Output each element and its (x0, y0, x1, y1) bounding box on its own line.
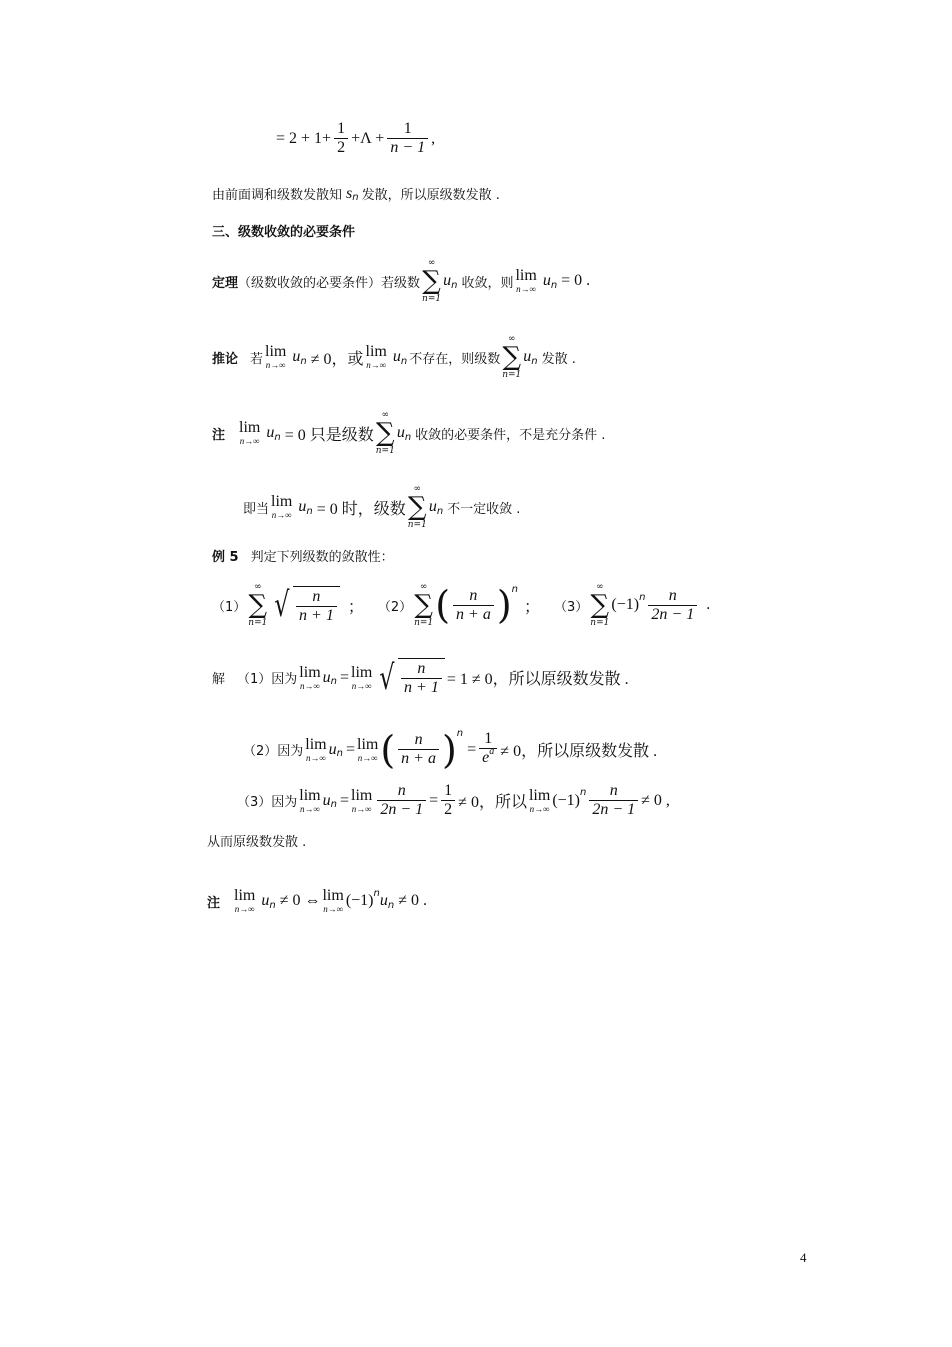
exponent-n: n (639, 591, 646, 603)
denominator: n + a (398, 749, 439, 768)
sum-lower: n=1 (502, 370, 522, 380)
math-sub-n: n (400, 355, 408, 367)
math-sub-n: n (274, 431, 281, 443)
solution-label: 解 (212, 672, 226, 687)
eq-end: , (431, 129, 436, 147)
fraction-1-2 (334, 120, 348, 157)
numerator: 1 (484, 730, 493, 747)
sum-symbol (408, 484, 427, 530)
lim-sub: n→∞ (323, 904, 344, 914)
fraction-n-over-n-plus-a (453, 587, 494, 624)
math-u: u (298, 498, 307, 515)
limit-symbol (305, 737, 326, 763)
corollary-line (212, 334, 576, 380)
denominator: n + a (453, 605, 494, 624)
theorem-label: 定理 (212, 275, 239, 291)
item-label-1: （1） (212, 599, 247, 615)
minus-one: (−1) (552, 791, 580, 809)
lim-text: lim (299, 786, 321, 804)
limit-symbol (357, 737, 378, 763)
limit-symbol (271, 494, 292, 520)
sum-upper: ∞ (413, 484, 422, 494)
sum-symbol (414, 582, 433, 628)
fraction-n-over-n-plus-a (398, 731, 439, 768)
text-segment: （1）因为 (237, 672, 298, 687)
text-segment: 不存在，则级数 (409, 351, 501, 367)
sum-symbol (422, 258, 441, 304)
limit-symbol (234, 888, 255, 914)
text-segment: 不一定收敛 . (447, 501, 521, 517)
lim-text: lim (305, 735, 327, 753)
math-u: u (542, 272, 551, 289)
math-sub-n: n (306, 505, 313, 517)
left-paren: ( (380, 727, 396, 772)
limit-symbol (351, 665, 372, 691)
equation-partial-sum (276, 120, 435, 157)
limit-symbol (366, 344, 387, 370)
sum-lower: n=1 (248, 618, 268, 628)
math-sub-n: n (436, 505, 444, 517)
limit-symbol (265, 344, 286, 370)
minus-one: (−1) (345, 892, 374, 909)
lim-text: lim (357, 735, 379, 753)
period: . (706, 596, 711, 613)
lim-sub: n→∞ (516, 284, 537, 294)
math-u: u (322, 791, 331, 809)
sum-upper: ∞ (254, 582, 262, 592)
exponent-n: n (580, 787, 587, 798)
left-paren: ( (435, 583, 451, 627)
math-u: u (322, 668, 331, 686)
math-u: u (292, 348, 301, 365)
sum-lower: n=1 (407, 520, 427, 530)
separator: ； (347, 598, 364, 616)
sum-upper: ∞ (381, 410, 390, 420)
text-segment: 收敛，则 (461, 275, 514, 291)
math-u: u (523, 348, 532, 365)
denominator: 2 (334, 138, 348, 157)
lim-text: lim (351, 663, 373, 681)
math-eq-text: = 1 ≠ 0，所以原级数发散 . (446, 671, 629, 688)
numerator: 1 (444, 782, 453, 799)
lim-text: lim (515, 267, 537, 284)
solution-conclusion: 从而原级数发散 . (207, 835, 307, 850)
math-eq-text: ≠ 0 , (641, 791, 670, 809)
math-sub-n: n (451, 279, 458, 291)
lim-sub: n→∞ (234, 904, 255, 914)
equals: = (345, 740, 355, 758)
math-sub-n: n (300, 355, 307, 367)
radical-sign: √ (274, 585, 290, 625)
right-paren: ) (496, 583, 512, 627)
denominator: 2 (441, 800, 455, 819)
sum-symbol (248, 582, 267, 628)
example-text: 判定下列级数的敛散性： (250, 550, 394, 565)
text-segment: 发散 . (541, 351, 576, 367)
lim-sub: n→∞ (239, 436, 260, 446)
lim-sub: n→∞ (299, 803, 320, 814)
math-eq-text: = 0 只是级数 (284, 426, 374, 444)
text-segment: 发散，所以原级数发散 . (361, 188, 500, 203)
math-sub-n: n (352, 192, 359, 203)
denominator: n + 1 (401, 678, 442, 697)
equals: = (467, 740, 477, 758)
math-u: u (396, 424, 405, 441)
exponent-n: n (511, 583, 518, 595)
denominator: 2n − 1 (648, 605, 697, 624)
solution-line-1 (212, 658, 629, 697)
item-label-3: （3） (554, 599, 589, 615)
note-label: 注 (212, 427, 226, 443)
sum-upper: ∞ (508, 334, 516, 344)
corollary-label: 推论 (212, 351, 239, 367)
denominator: 2n − 1 (589, 800, 638, 819)
lim-text: lim (365, 343, 387, 360)
lim-text: lim (265, 343, 287, 360)
sum-symbol (502, 334, 521, 380)
math-u: u (392, 348, 401, 365)
fraction-n-over-n-plus-1 (296, 588, 337, 625)
math-u: u (328, 740, 337, 758)
eq-part1: = 2 + 1+ (276, 129, 332, 147)
lim-sub: n→∞ (351, 803, 372, 814)
math-neq-zero: ≠ 0 . (398, 892, 427, 909)
lim-sub: n→∞ (300, 680, 320, 691)
lim-text: lim (351, 786, 373, 804)
text-segment: （3）因为 (237, 795, 298, 810)
numerator: n (469, 586, 478, 604)
text-segment: 即当 (243, 501, 270, 517)
limit-symbol (351, 788, 372, 814)
text-segment: （2）因为 (243, 744, 304, 759)
exponent-n: n (456, 728, 464, 739)
numerator: n (609, 782, 618, 799)
lim-text: lim (239, 419, 261, 436)
example-line (212, 546, 394, 565)
math-s: s (346, 184, 353, 202)
right-paren: ) (441, 727, 457, 772)
minus-one: (−1) (611, 596, 640, 613)
note-line-1 (212, 410, 605, 456)
sum-lower: n=1 (414, 618, 434, 628)
sum-symbol (376, 410, 395, 456)
math-sub-n: n (404, 431, 412, 443)
limit-symbol (299, 788, 320, 814)
math-equals-zero: = 0 . (561, 272, 591, 289)
math-neq-iff: ≠ 0 ⇔ (279, 892, 321, 909)
fraction-n-over-2n-minus-1 (377, 782, 426, 819)
exponent-n: n (373, 887, 380, 899)
math-e: e (482, 749, 490, 766)
sum-lower: n=1 (590, 618, 610, 628)
lim-sub: n→∞ (351, 680, 372, 691)
separator: ； (524, 598, 541, 616)
fraction-n-over-2n-minus-1 (648, 587, 697, 624)
sum-upper: ∞ (419, 582, 428, 592)
math-sub-n: n (531, 355, 538, 367)
equals: = (339, 668, 350, 686)
example-items (212, 582, 710, 628)
denominator: n − 1 (387, 138, 428, 157)
sigma: ∑ (248, 590, 268, 620)
numerator: n (397, 782, 406, 799)
math-sub-n: n (336, 748, 343, 759)
lim-sub: n→∞ (265, 360, 286, 370)
math-u: u (261, 892, 270, 909)
equals: = (429, 791, 439, 809)
lim-text: lim (234, 887, 256, 904)
numerator: n (414, 731, 423, 748)
fraction-1-2 (441, 782, 455, 819)
limit-symbol (322, 888, 343, 914)
numerator: n (417, 660, 426, 677)
limit-symbol (299, 665, 320, 691)
lim-text: lim (271, 493, 293, 510)
math-u: u (379, 892, 388, 909)
fraction-n-over-n-plus-1 (401, 660, 442, 697)
solution-line-2 (243, 727, 658, 772)
sum-lower: n=1 (375, 446, 395, 456)
lim-text: lim (299, 663, 321, 681)
sigma: ∑ (414, 590, 433, 620)
sum-upper: ∞ (427, 258, 436, 268)
lim-sub: n→∞ (357, 752, 378, 763)
lim-text: lim (528, 786, 551, 804)
text-segment: （级数收敛的必要条件）若级数 (238, 275, 421, 291)
fraction-n-over-2n-minus-1 (589, 782, 638, 819)
sigma: ∑ (590, 590, 610, 620)
text-segment: 若 (250, 351, 264, 367)
math-sub-n: n (330, 676, 337, 687)
lim-sub: n→∞ (271, 510, 292, 520)
section-heading: 三、级数收敛的必要条件 (212, 225, 356, 240)
lim-sub: n→∞ (529, 803, 550, 814)
math-sub-n: n (550, 279, 558, 291)
equals: = (339, 791, 349, 809)
fraction-1-n-minus-1 (387, 120, 428, 157)
sigma: ∑ (502, 342, 522, 372)
text-segment: 由前面调和级数发散知 (212, 188, 343, 203)
item-label-2: （2） (377, 599, 413, 615)
math-neq-zero: ≠ 0，或 (310, 350, 364, 368)
numerator: n (312, 587, 321, 605)
page-number: 4 (800, 1250, 807, 1265)
numerator: 1 (337, 120, 346, 137)
exponent-a: a (489, 746, 495, 757)
sqrt-expression (376, 658, 444, 697)
numerator: n (668, 586, 677, 604)
denominator: n + 1 (296, 606, 337, 625)
math-sub-n: n (387, 899, 395, 911)
note-line-1b (243, 484, 520, 530)
denominator: 2n − 1 (377, 800, 426, 819)
math-u: u (428, 498, 437, 515)
sum-lower: n=1 (422, 294, 442, 304)
math-sub-n: n (330, 799, 337, 810)
limit-symbol (529, 788, 550, 814)
eq-part2: +Λ + (351, 129, 385, 147)
note-line-2 (207, 888, 427, 914)
lim-sub: n→∞ (366, 360, 387, 370)
fraction-1-over-e-a (479, 730, 497, 769)
sigma: ∑ (407, 492, 427, 522)
example-label: 例 5 (212, 550, 239, 565)
note-label: 注 (207, 895, 221, 911)
sum-symbol (590, 582, 609, 628)
math-eq-text: ≠ 0，所以 (458, 794, 527, 811)
text-line-divergence (212, 184, 500, 203)
math-eq-text: = 0 时，级数 (316, 500, 406, 518)
sigma: ∑ (422, 266, 441, 296)
theorem-line (212, 258, 590, 304)
math-sub-n: n (269, 899, 276, 911)
math-eq-text: ≠ 0，所以原级数发散 . (500, 743, 658, 760)
limit-symbol (239, 420, 260, 446)
lim-text: lim (322, 887, 344, 904)
math-u: u (443, 272, 452, 289)
text-segment: 收敛的必要条件，不是充分条件 . (415, 427, 606, 443)
radical-sign: √ (379, 657, 395, 698)
sum-upper: ∞ (596, 582, 604, 592)
sqrt-expression (271, 586, 339, 625)
math-u: u (266, 424, 275, 441)
limit-symbol (515, 268, 536, 294)
lim-sub: n→∞ (305, 752, 326, 763)
numerator: 1 (403, 120, 412, 137)
solution-line-3 (237, 782, 670, 819)
sigma: ∑ (375, 418, 395, 448)
